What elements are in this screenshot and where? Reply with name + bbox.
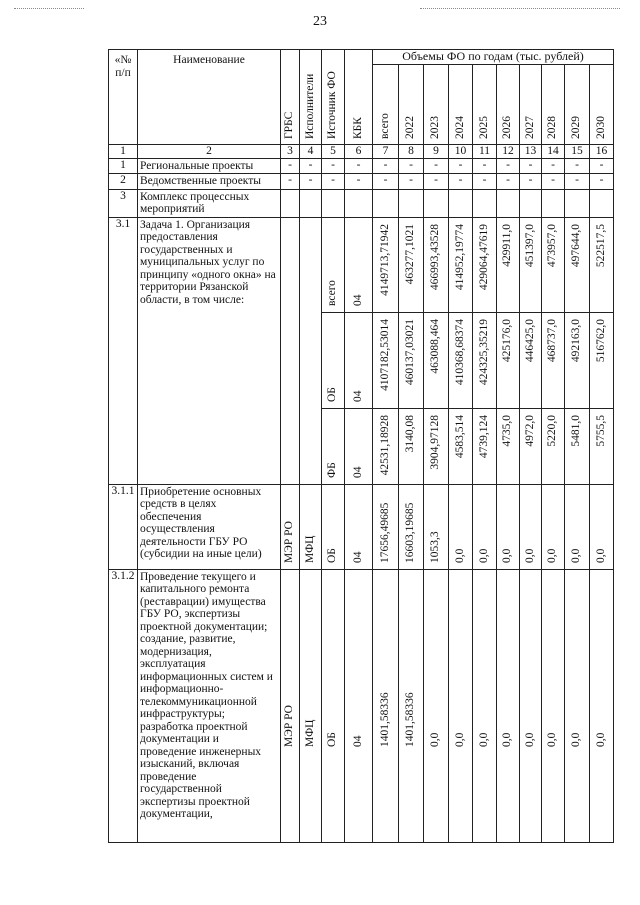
empty-cell: - <box>300 158 322 174</box>
amount-cell: 0,0 <box>565 484 590 569</box>
row-number: 3.1 <box>109 217 138 484</box>
empty-cell: - <box>473 174 497 190</box>
amount-cell: 460137,03021 <box>399 312 424 408</box>
empty-cell <box>300 217 322 484</box>
amount-cell: 473957,0 <box>542 217 565 312</box>
source-label: ОБ <box>322 484 345 569</box>
empty-cell: - <box>373 174 399 190</box>
amount-cell: 451397,0 <box>520 217 542 312</box>
amount-cell: 4107182,53014 <box>373 312 399 408</box>
empty-cell: - <box>590 158 614 174</box>
empty-cell <box>424 189 449 217</box>
column-number: 10 <box>449 145 473 159</box>
header-year-1: 2022 <box>399 65 424 145</box>
measure-name: Приобретение основных средств в целях обеспечения осуществления деятельности ГБУ РО (субсидии на иные цели) <box>138 484 281 569</box>
scan-artifact <box>14 8 84 10</box>
amount-cell: 414952,19774 <box>449 217 473 312</box>
column-number: 9 <box>424 145 449 159</box>
kbk-value: 04 <box>345 569 373 842</box>
source-label: ФБ <box>322 408 345 484</box>
column-number: 12 <box>497 145 520 159</box>
grbs-value: МЭР РО <box>281 484 300 569</box>
source-label: всего <box>322 217 345 312</box>
amount-cell: 492163,0 <box>565 312 590 408</box>
column-number: 1 <box>109 145 138 159</box>
grbs-value: МЭР РО <box>281 569 300 842</box>
amount-cell: 4149713,71942 <box>373 217 399 312</box>
empty-cell: - <box>424 158 449 174</box>
amount-cell: 1401,58336 <box>399 569 424 842</box>
empty-cell: - <box>520 174 542 190</box>
empty-cell: - <box>345 158 373 174</box>
empty-cell <box>590 189 614 217</box>
row-number: 1 <box>109 158 138 174</box>
empty-cell: - <box>322 174 345 190</box>
row-number: 2 <box>109 174 138 190</box>
amount-cell: 0,0 <box>542 484 565 569</box>
amount-cell: 0,0 <box>520 569 542 842</box>
amount-cell: 497644,0 <box>565 217 590 312</box>
empty-cell <box>520 189 542 217</box>
column-number: 15 <box>565 145 590 159</box>
executor-value: МФЦ <box>300 484 322 569</box>
amount-cell: 463277,1021 <box>399 217 424 312</box>
column-number: 13 <box>520 145 542 159</box>
amount-cell: 429064,47619 <box>473 217 497 312</box>
amount-cell: 16603,19685 <box>399 484 424 569</box>
empty-cell: - <box>399 174 424 190</box>
amount-cell: 522517,5 <box>590 217 614 312</box>
task-name: Задача 1. Организация предоставления государственных и муниципальных услуг по принципу «одного окна» на территории Рязанской области, в том числе: <box>138 217 281 484</box>
amount-cell: 5481,0 <box>565 408 590 484</box>
amount-cell: 0,0 <box>473 484 497 569</box>
amount-cell: 0,0 <box>497 484 520 569</box>
amount-cell: 424325,35219 <box>473 312 497 408</box>
amount-cell: 0,0 <box>565 569 590 842</box>
header-year-7: 2028 <box>542 65 565 145</box>
amount-cell: 0,0 <box>473 569 497 842</box>
row-number: 3.1.1 <box>109 484 138 569</box>
header-ispolniteli: Исполнители <box>300 50 322 145</box>
amount-cell: 463088,464 <box>424 312 449 408</box>
kbk-value: 04 <box>345 312 373 408</box>
header-year-0: всего <box>373 65 399 145</box>
amount-cell: 3904,97128 <box>424 408 449 484</box>
empty-cell: - <box>542 174 565 190</box>
empty-cell <box>497 189 520 217</box>
column-number: 6 <box>345 145 373 159</box>
amount-cell: 0,0 <box>424 569 449 842</box>
header-year-6: 2027 <box>520 65 542 145</box>
header-year-4: 2025 <box>473 65 497 145</box>
source-label: ОБ <box>322 569 345 842</box>
row-number: 3 <box>109 189 138 217</box>
amount-cell: 0,0 <box>520 484 542 569</box>
empty-cell <box>373 189 399 217</box>
header-grbs: ГРБС <box>281 50 300 145</box>
amount-cell: 516762,0 <box>590 312 614 408</box>
executor-value: МФЦ <box>300 569 322 842</box>
amount-cell: 4583,514 <box>449 408 473 484</box>
financing-table <box>108 49 614 843</box>
empty-cell: - <box>322 158 345 174</box>
amount-cell: 0,0 <box>590 569 614 842</box>
amount-cell: 17656,49685 <box>373 484 399 569</box>
empty-cell: - <box>542 158 565 174</box>
empty-cell: - <box>424 174 449 190</box>
empty-cell <box>399 189 424 217</box>
row-number: 3.1.2 <box>109 569 138 842</box>
empty-cell <box>300 189 322 217</box>
header-year-9: 2030 <box>590 65 614 145</box>
amount-cell: 0,0 <box>449 484 473 569</box>
header-volumes: Объемы ФО по годам (тыс. рублей) <box>373 50 614 65</box>
column-number: 14 <box>542 145 565 159</box>
amount-cell: 4739,124 <box>473 408 497 484</box>
amount-cell: 3140,08 <box>399 408 424 484</box>
kbk-value: 04 <box>345 217 373 312</box>
kbk-value: 04 <box>345 408 373 484</box>
empty-cell: - <box>281 158 300 174</box>
empty-cell: - <box>300 174 322 190</box>
column-number: 4 <box>300 145 322 159</box>
amount-cell: 446425,0 <box>520 312 542 408</box>
column-number: 2 <box>138 145 281 159</box>
amount-cell: 425176,0 <box>497 312 520 408</box>
empty-cell: - <box>520 158 542 174</box>
empty-cell: - <box>565 174 590 190</box>
header-year-8: 2029 <box>565 65 590 145</box>
empty-cell <box>473 189 497 217</box>
empty-cell <box>281 189 300 217</box>
empty-cell: - <box>497 174 520 190</box>
column-number: 11 <box>473 145 497 159</box>
amount-cell: 410368,68374 <box>449 312 473 408</box>
source-label: ОБ <box>322 312 345 408</box>
amount-cell: 466993,43528 <box>424 217 449 312</box>
empty-cell: - <box>449 174 473 190</box>
row-name: Комплекс процессных мероприятий <box>138 189 281 217</box>
header-year-3: 2024 <box>449 65 473 145</box>
empty-cell: - <box>373 158 399 174</box>
amount-cell: 0,0 <box>542 569 565 842</box>
empty-cell: - <box>345 174 373 190</box>
empty-cell <box>542 189 565 217</box>
empty-cell: - <box>399 158 424 174</box>
row-name: Региональные проекты <box>138 158 281 174</box>
amount-cell: 1401,58336 <box>373 569 399 842</box>
empty-cell: - <box>473 158 497 174</box>
amount-cell: 5220,0 <box>542 408 565 484</box>
empty-cell: - <box>449 158 473 174</box>
empty-cell <box>449 189 473 217</box>
empty-cell <box>565 189 590 217</box>
empty-cell: - <box>497 158 520 174</box>
scan-artifact <box>420 8 620 10</box>
column-number: 8 <box>399 145 424 159</box>
amount-cell: 4735,0 <box>497 408 520 484</box>
column-number: 5 <box>322 145 345 159</box>
empty-cell: - <box>281 174 300 190</box>
header-kbk: КБК <box>345 50 373 145</box>
header-num: «№ п/п <box>109 50 138 145</box>
empty-cell <box>322 189 345 217</box>
amount-cell: 0,0 <box>449 569 473 842</box>
amount-cell: 0,0 <box>590 484 614 569</box>
amount-cell: 4972,0 <box>520 408 542 484</box>
amount-cell: 468737,0 <box>542 312 565 408</box>
amount-cell: 42531,18928 <box>373 408 399 484</box>
row-name: Ведомственные проекты <box>138 174 281 190</box>
amount-cell: 0,0 <box>497 569 520 842</box>
kbk-value: 04 <box>345 484 373 569</box>
header-name: Наименование <box>138 50 281 145</box>
column-number: 3 <box>281 145 300 159</box>
amount-cell: 1053,3 <box>424 484 449 569</box>
header-year-2: 2023 <box>424 65 449 145</box>
empty-cell <box>281 217 300 484</box>
measure-name: Проведение текущего и капитального ремонта (реставрации) имущества ГБУ РО, экспертизы проектной документации; создание, развитие, модернизация, эксплуатация информационных систем и информационно-телекоммуникационной инфраструктуры; разработка проектной документации и проведение инженерных изысканий, включая проведение государственной экспертизы проектной документации, <box>138 569 281 842</box>
amount-cell: 429911,0 <box>497 217 520 312</box>
page-number: 23 <box>313 14 327 29</box>
column-number: 16 <box>590 145 614 159</box>
empty-cell <box>345 189 373 217</box>
empty-cell: - <box>565 158 590 174</box>
column-number: 7 <box>373 145 399 159</box>
header-istochnik: Источник ФО <box>322 50 345 145</box>
amount-cell: 5755,5 <box>590 408 614 484</box>
header-year-5: 2026 <box>497 65 520 145</box>
empty-cell: - <box>590 174 614 190</box>
